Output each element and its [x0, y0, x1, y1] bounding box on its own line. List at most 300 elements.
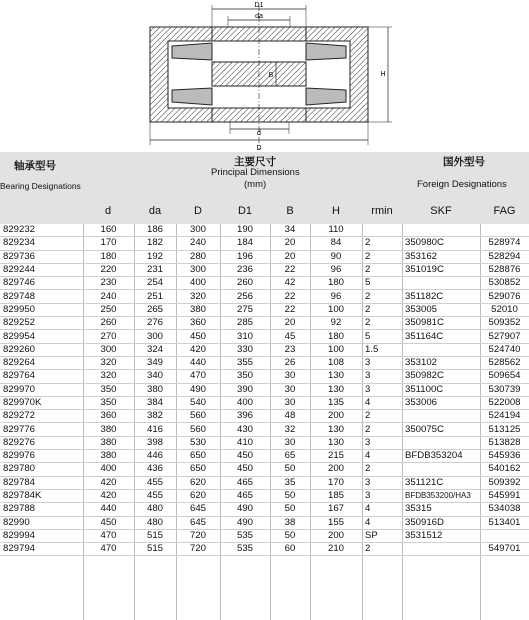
- col-SKF: SKF: [430, 205, 452, 217]
- value-cell: 200: [310, 463, 362, 476]
- value-cell: 522008: [480, 396, 529, 409]
- bearing-code-cell: 829780: [0, 463, 83, 476]
- table-row: [0, 396, 529, 409]
- value-cell: 265: [134, 303, 176, 316]
- table-row: [0, 330, 529, 343]
- value-cell: 38: [270, 516, 310, 529]
- value-cell: 3: [362, 476, 402, 489]
- value-cell: 170: [83, 237, 134, 250]
- value-cell: 455: [134, 476, 176, 489]
- value-cell: 2: [362, 463, 402, 476]
- bearing-code-cell: 829252: [0, 317, 83, 330]
- value-cell: 420: [83, 489, 134, 502]
- value-cell: 420: [176, 343, 220, 356]
- value-cell: 480: [134, 503, 176, 516]
- value-cell: 32: [270, 423, 310, 436]
- value-cell: 355: [220, 356, 270, 369]
- value-cell: 353102: [402, 356, 480, 369]
- bearing-code-cell: 82990: [0, 516, 83, 529]
- label-D1: D1: [254, 2, 264, 9]
- value-cell: 3: [362, 370, 402, 383]
- table-row: [0, 277, 529, 290]
- col-H: H: [332, 205, 340, 217]
- value-cell: SP: [362, 529, 402, 542]
- value-cell: 4: [362, 503, 402, 516]
- value-cell: 230: [83, 277, 134, 290]
- value-cell: 300: [176, 224, 220, 237]
- value-cell: 396: [220, 410, 270, 423]
- value-cell: 196: [220, 250, 270, 263]
- value-cell: 350: [83, 383, 134, 396]
- value-cell: 430: [220, 423, 270, 436]
- roller-top-right: [306, 43, 346, 60]
- value-cell: 450: [220, 463, 270, 476]
- value-cell: 527907: [480, 330, 529, 343]
- value-cell: 540162: [480, 463, 529, 476]
- table-row: [0, 383, 529, 396]
- value-cell: 440: [176, 356, 220, 369]
- label-D: D: [256, 145, 262, 152]
- value-cell: 20: [270, 237, 310, 250]
- table-row: [0, 529, 529, 542]
- value-cell: 180: [310, 330, 362, 343]
- value-cell: 285: [220, 317, 270, 330]
- value-cell: 231: [134, 263, 176, 276]
- value-cell: 35315: [402, 503, 480, 516]
- foreign-designation-en: Foreign Designations: [417, 179, 507, 190]
- value-cell: 560: [176, 410, 220, 423]
- bearing-designation-cn: 轴承型号: [14, 160, 56, 172]
- value-cell: 130: [310, 383, 362, 396]
- table-row: [0, 237, 529, 250]
- bearing-code-cell: 829276: [0, 436, 83, 449]
- value-cell: 528294: [480, 250, 529, 263]
- value-cell: 400: [176, 277, 220, 290]
- value-cell: 390: [220, 383, 270, 396]
- value-cell: 2: [362, 410, 402, 423]
- value-cell: 513828: [480, 436, 529, 449]
- table-row: [0, 450, 529, 463]
- table-row: [0, 436, 529, 449]
- col-da: da: [148, 205, 162, 217]
- principal-dimensions-en: Principal Dimensions: [211, 167, 300, 178]
- value-cell: 340: [134, 370, 176, 383]
- value-cell: 515: [134, 529, 176, 542]
- housing-left: [150, 27, 212, 122]
- col-D: D: [194, 205, 202, 217]
- value-cell: 167: [310, 503, 362, 516]
- value-cell: 353005: [402, 303, 480, 316]
- value-cell: 360: [176, 317, 220, 330]
- value-cell: 50: [270, 489, 310, 502]
- value-cell: [402, 224, 480, 237]
- bearing-code-cell: 829746: [0, 277, 83, 290]
- label-da: da: [255, 13, 263, 20]
- col-D1: D1: [237, 205, 253, 217]
- value-cell: 380: [83, 423, 134, 436]
- bearing-code-cell: 829970: [0, 383, 83, 396]
- value-cell: 30: [270, 436, 310, 449]
- value-cell: 100: [310, 303, 362, 316]
- value-cell: 470: [83, 529, 134, 542]
- value-cell: 182: [134, 237, 176, 250]
- value-cell: 490: [220, 503, 270, 516]
- value-cell: 446: [134, 450, 176, 463]
- value-cell: BFDB353204: [402, 450, 480, 463]
- value-cell: 251: [134, 290, 176, 303]
- value-cell: 30: [270, 383, 310, 396]
- value-cell: 513125: [480, 423, 529, 436]
- value-cell: 4: [362, 450, 402, 463]
- value-cell: 22: [270, 303, 310, 316]
- roller-bottom-right: [306, 88, 346, 105]
- value-cell: 20: [270, 317, 310, 330]
- table-row: [0, 250, 529, 263]
- bearing-code-cell: 829784K: [0, 489, 83, 502]
- bearing-code-cell: 829748: [0, 290, 83, 303]
- value-cell: 50: [270, 529, 310, 542]
- value-cell: 524194: [480, 410, 529, 423]
- value-cell: 190: [220, 224, 270, 237]
- value-cell: 50: [270, 503, 310, 516]
- value-cell: 256: [220, 290, 270, 303]
- value-cell: 130: [310, 370, 362, 383]
- table-row: [0, 516, 529, 529]
- housing-right: [306, 27, 368, 122]
- value-cell: 436: [134, 463, 176, 476]
- value-cell: 52010: [480, 303, 529, 316]
- value-cell: 360: [83, 410, 134, 423]
- value-cell: 380: [83, 436, 134, 449]
- bearing-drawing: [0, 0, 529, 152]
- column-headers: [0, 198, 529, 224]
- value-cell: 351121C: [402, 476, 480, 489]
- value-cell: 110: [310, 224, 362, 237]
- value-cell: 351019C: [402, 263, 480, 276]
- value-cell: 5: [362, 277, 402, 290]
- value-cell: 20: [270, 250, 310, 263]
- value-cell: 23: [270, 343, 310, 356]
- value-cell: 349: [134, 356, 176, 369]
- value-cell: 2: [362, 263, 402, 276]
- value-cell: [362, 224, 402, 237]
- value-cell: 280: [176, 250, 220, 263]
- col-rmin: rmin: [371, 205, 393, 217]
- value-cell: 450: [220, 450, 270, 463]
- value-cell: 549701: [480, 543, 529, 556]
- value-cell: 529076: [480, 290, 529, 303]
- col-B: B: [286, 205, 294, 217]
- value-cell: 350075C: [402, 423, 480, 436]
- value-cell: 3: [362, 436, 402, 449]
- value-cell: 524740: [480, 343, 529, 356]
- table-row: [0, 476, 529, 489]
- value-cell: 450: [83, 516, 134, 529]
- label-B: B: [268, 72, 274, 79]
- value-cell: 509352: [480, 317, 529, 330]
- value-cell: 480: [134, 516, 176, 529]
- value-cell: 2: [362, 237, 402, 250]
- value-cell: 470: [83, 543, 134, 556]
- value-cell: 620: [176, 476, 220, 489]
- roller-bottom-left: [172, 88, 212, 105]
- bearing-code-cell: 829736: [0, 250, 83, 263]
- value-cell: 35: [270, 476, 310, 489]
- value-cell: 96: [310, 290, 362, 303]
- value-cell: 384: [134, 396, 176, 409]
- value-cell: 90: [310, 250, 362, 263]
- value-cell: 276: [134, 317, 176, 330]
- value-cell: 2: [362, 250, 402, 263]
- value-cell: [402, 343, 480, 356]
- value-cell: 22: [270, 263, 310, 276]
- value-cell: 645: [176, 503, 220, 516]
- table-row: [0, 463, 529, 476]
- bearing-code-cell: 829264: [0, 356, 83, 369]
- value-cell: 5: [362, 330, 402, 343]
- bearing-code-cell: 829994: [0, 529, 83, 542]
- col-FAG: FAG: [493, 205, 516, 217]
- value-cell: 240: [176, 237, 220, 250]
- value-cell: 92: [310, 317, 362, 330]
- value-cell: 2: [362, 290, 402, 303]
- value-cell: 528876: [480, 263, 529, 276]
- value-cell: 65: [270, 450, 310, 463]
- value-cell: 34: [270, 224, 310, 237]
- table-row: [0, 370, 529, 383]
- value-cell: 210: [310, 543, 362, 556]
- value-cell: 530: [176, 436, 220, 449]
- value-cell: 455: [134, 489, 176, 502]
- bearing-code-cell: 829234: [0, 237, 83, 250]
- value-cell: 416: [134, 423, 176, 436]
- value-cell: 185: [310, 489, 362, 502]
- value-cell: 48: [270, 410, 310, 423]
- value-cell: 60: [270, 543, 310, 556]
- value-cell: 509654: [480, 370, 529, 383]
- value-cell: 300: [83, 343, 134, 356]
- value-cell: 3: [362, 356, 402, 369]
- table-row: [0, 503, 529, 516]
- table-header: [0, 152, 529, 198]
- value-cell: 465: [220, 476, 270, 489]
- table-row: [0, 489, 529, 502]
- bearing-code-cell: 829954: [0, 330, 83, 343]
- value-cell: 300: [176, 263, 220, 276]
- bearing-table: [0, 224, 529, 556]
- value-cell: 180: [83, 250, 134, 263]
- value-cell: 509392: [480, 476, 529, 489]
- value-cell: 380: [176, 303, 220, 316]
- table-row: [0, 303, 529, 316]
- value-cell: 535: [220, 529, 270, 542]
- bearing-code-cell: 829244: [0, 263, 83, 276]
- value-cell: 2: [362, 543, 402, 556]
- value-cell: 351164C: [402, 330, 480, 343]
- value-cell: 240: [83, 290, 134, 303]
- value-cell: 108: [310, 356, 362, 369]
- value-cell: 490: [220, 516, 270, 529]
- table-row: [0, 343, 529, 356]
- value-cell: 254: [134, 277, 176, 290]
- value-cell: 320: [83, 370, 134, 383]
- value-cell: 155: [310, 516, 362, 529]
- value-cell: 50: [270, 463, 310, 476]
- table-row: [0, 290, 529, 303]
- value-cell: 450: [176, 330, 220, 343]
- bearing-code-cell: 829794: [0, 543, 83, 556]
- value-cell: 45: [270, 330, 310, 343]
- value-cell: 96: [310, 263, 362, 276]
- value-cell: 465: [220, 489, 270, 502]
- value-cell: 260: [220, 277, 270, 290]
- value-cell: 515: [134, 543, 176, 556]
- value-cell: 400: [220, 396, 270, 409]
- value-cell: 260: [83, 317, 134, 330]
- value-cell: 22: [270, 290, 310, 303]
- value-cell: [402, 463, 480, 476]
- value-cell: 351100C: [402, 383, 480, 396]
- label-d: d: [257, 130, 261, 137]
- value-cell: [402, 410, 480, 423]
- value-cell: 350: [83, 396, 134, 409]
- value-cell: 528562: [480, 356, 529, 369]
- value-cell: 400: [83, 463, 134, 476]
- table-row: [0, 543, 529, 556]
- value-cell: 100: [310, 343, 362, 356]
- value-cell: 236: [220, 263, 270, 276]
- foreign-designation-cn: 国外型号: [443, 156, 485, 168]
- value-cell: 275: [220, 303, 270, 316]
- value-cell: 530852: [480, 277, 529, 290]
- value-cell: 135: [310, 396, 362, 409]
- value-cell: 650: [176, 463, 220, 476]
- value-cell: 2: [362, 303, 402, 316]
- value-cell: 324: [134, 343, 176, 356]
- value-cell: 470: [176, 370, 220, 383]
- value-cell: [402, 436, 480, 449]
- value-cell: 42: [270, 277, 310, 290]
- value-cell: 160: [83, 224, 134, 237]
- value-cell: 4: [362, 396, 402, 409]
- value-cell: 200: [310, 410, 362, 423]
- value-cell: 215: [310, 450, 362, 463]
- value-cell: 186: [134, 224, 176, 237]
- value-cell: 380: [134, 383, 176, 396]
- label-H: H: [380, 71, 386, 78]
- value-cell: 170: [310, 476, 362, 489]
- bearing-designation-en: Bearing Designations: [0, 181, 81, 191]
- roller-top-left: [172, 43, 212, 60]
- table-row: [0, 410, 529, 423]
- value-cell: [402, 543, 480, 556]
- value-cell: 350981C: [402, 317, 480, 330]
- table-row: [0, 263, 529, 276]
- bearing-code-cell: 829764: [0, 370, 83, 383]
- value-cell: 2: [362, 317, 402, 330]
- value-cell: 320: [83, 356, 134, 369]
- value-cell: 192: [134, 250, 176, 263]
- value-cell: 420: [83, 476, 134, 489]
- value-cell: 26: [270, 356, 310, 369]
- value-cell: [402, 277, 480, 290]
- value-cell: 528974: [480, 237, 529, 250]
- value-cell: 350980C: [402, 237, 480, 250]
- value-cell: 320: [176, 290, 220, 303]
- value-cell: 560: [176, 423, 220, 436]
- value-cell: 490: [176, 383, 220, 396]
- bearing-code-cell: 829950: [0, 303, 83, 316]
- value-cell: 200: [310, 529, 362, 542]
- principal-dimensions-cn: 主要尺寸: [234, 156, 276, 168]
- value-cell: 30: [270, 396, 310, 409]
- value-cell: BFDB353200/HA3: [402, 489, 480, 502]
- value-cell: 350: [220, 370, 270, 383]
- bearing-code-cell: 829776: [0, 423, 83, 436]
- value-cell: 330: [220, 343, 270, 356]
- value-cell: 184: [220, 237, 270, 250]
- bearing-code-cell: 829260: [0, 343, 83, 356]
- value-cell: 130: [310, 423, 362, 436]
- value-cell: 380: [83, 450, 134, 463]
- value-cell: 720: [176, 529, 220, 542]
- value-cell: 440: [83, 503, 134, 516]
- value-cell: 2: [362, 423, 402, 436]
- value-cell: 620: [176, 489, 220, 502]
- bearing-code-cell: 829232: [0, 224, 83, 237]
- value-cell: 545936: [480, 450, 529, 463]
- col-d: d: [104, 205, 112, 217]
- table-row: [0, 423, 529, 436]
- value-cell: 351182C: [402, 290, 480, 303]
- bearing-code-cell: 829272: [0, 410, 83, 423]
- value-cell: [480, 529, 529, 542]
- value-cell: [480, 224, 529, 237]
- value-cell: 3531512: [402, 529, 480, 542]
- value-cell: 353006: [402, 396, 480, 409]
- value-cell: 30: [270, 370, 310, 383]
- value-cell: 130: [310, 436, 362, 449]
- value-cell: 540: [176, 396, 220, 409]
- table-row: [0, 356, 529, 369]
- value-cell: 84: [310, 237, 362, 250]
- value-cell: 382: [134, 410, 176, 423]
- bearing-code-cell: 829788: [0, 503, 83, 516]
- value-cell: 300: [134, 330, 176, 343]
- bearing-code-cell: 829976: [0, 450, 83, 463]
- value-cell: 534038: [480, 503, 529, 516]
- value-cell: 535: [220, 543, 270, 556]
- value-cell: 353162: [402, 250, 480, 263]
- value-cell: 4: [362, 516, 402, 529]
- value-cell: 410: [220, 436, 270, 449]
- value-cell: 645: [176, 516, 220, 529]
- principal-dimensions-unit: (mm): [244, 179, 267, 190]
- value-cell: 720: [176, 543, 220, 556]
- table-row: [0, 224, 529, 237]
- value-cell: 513401: [480, 516, 529, 529]
- value-cell: 650: [176, 450, 220, 463]
- value-cell: 530739: [480, 383, 529, 396]
- value-cell: 220: [83, 263, 134, 276]
- value-cell: 270: [83, 330, 134, 343]
- value-cell: 545991: [480, 489, 529, 502]
- bearing-code-cell: 829970K: [0, 396, 83, 409]
- value-cell: 250: [83, 303, 134, 316]
- value-cell: 310: [220, 330, 270, 343]
- value-cell: 350982C: [402, 370, 480, 383]
- bearing-code-cell: 829784: [0, 476, 83, 489]
